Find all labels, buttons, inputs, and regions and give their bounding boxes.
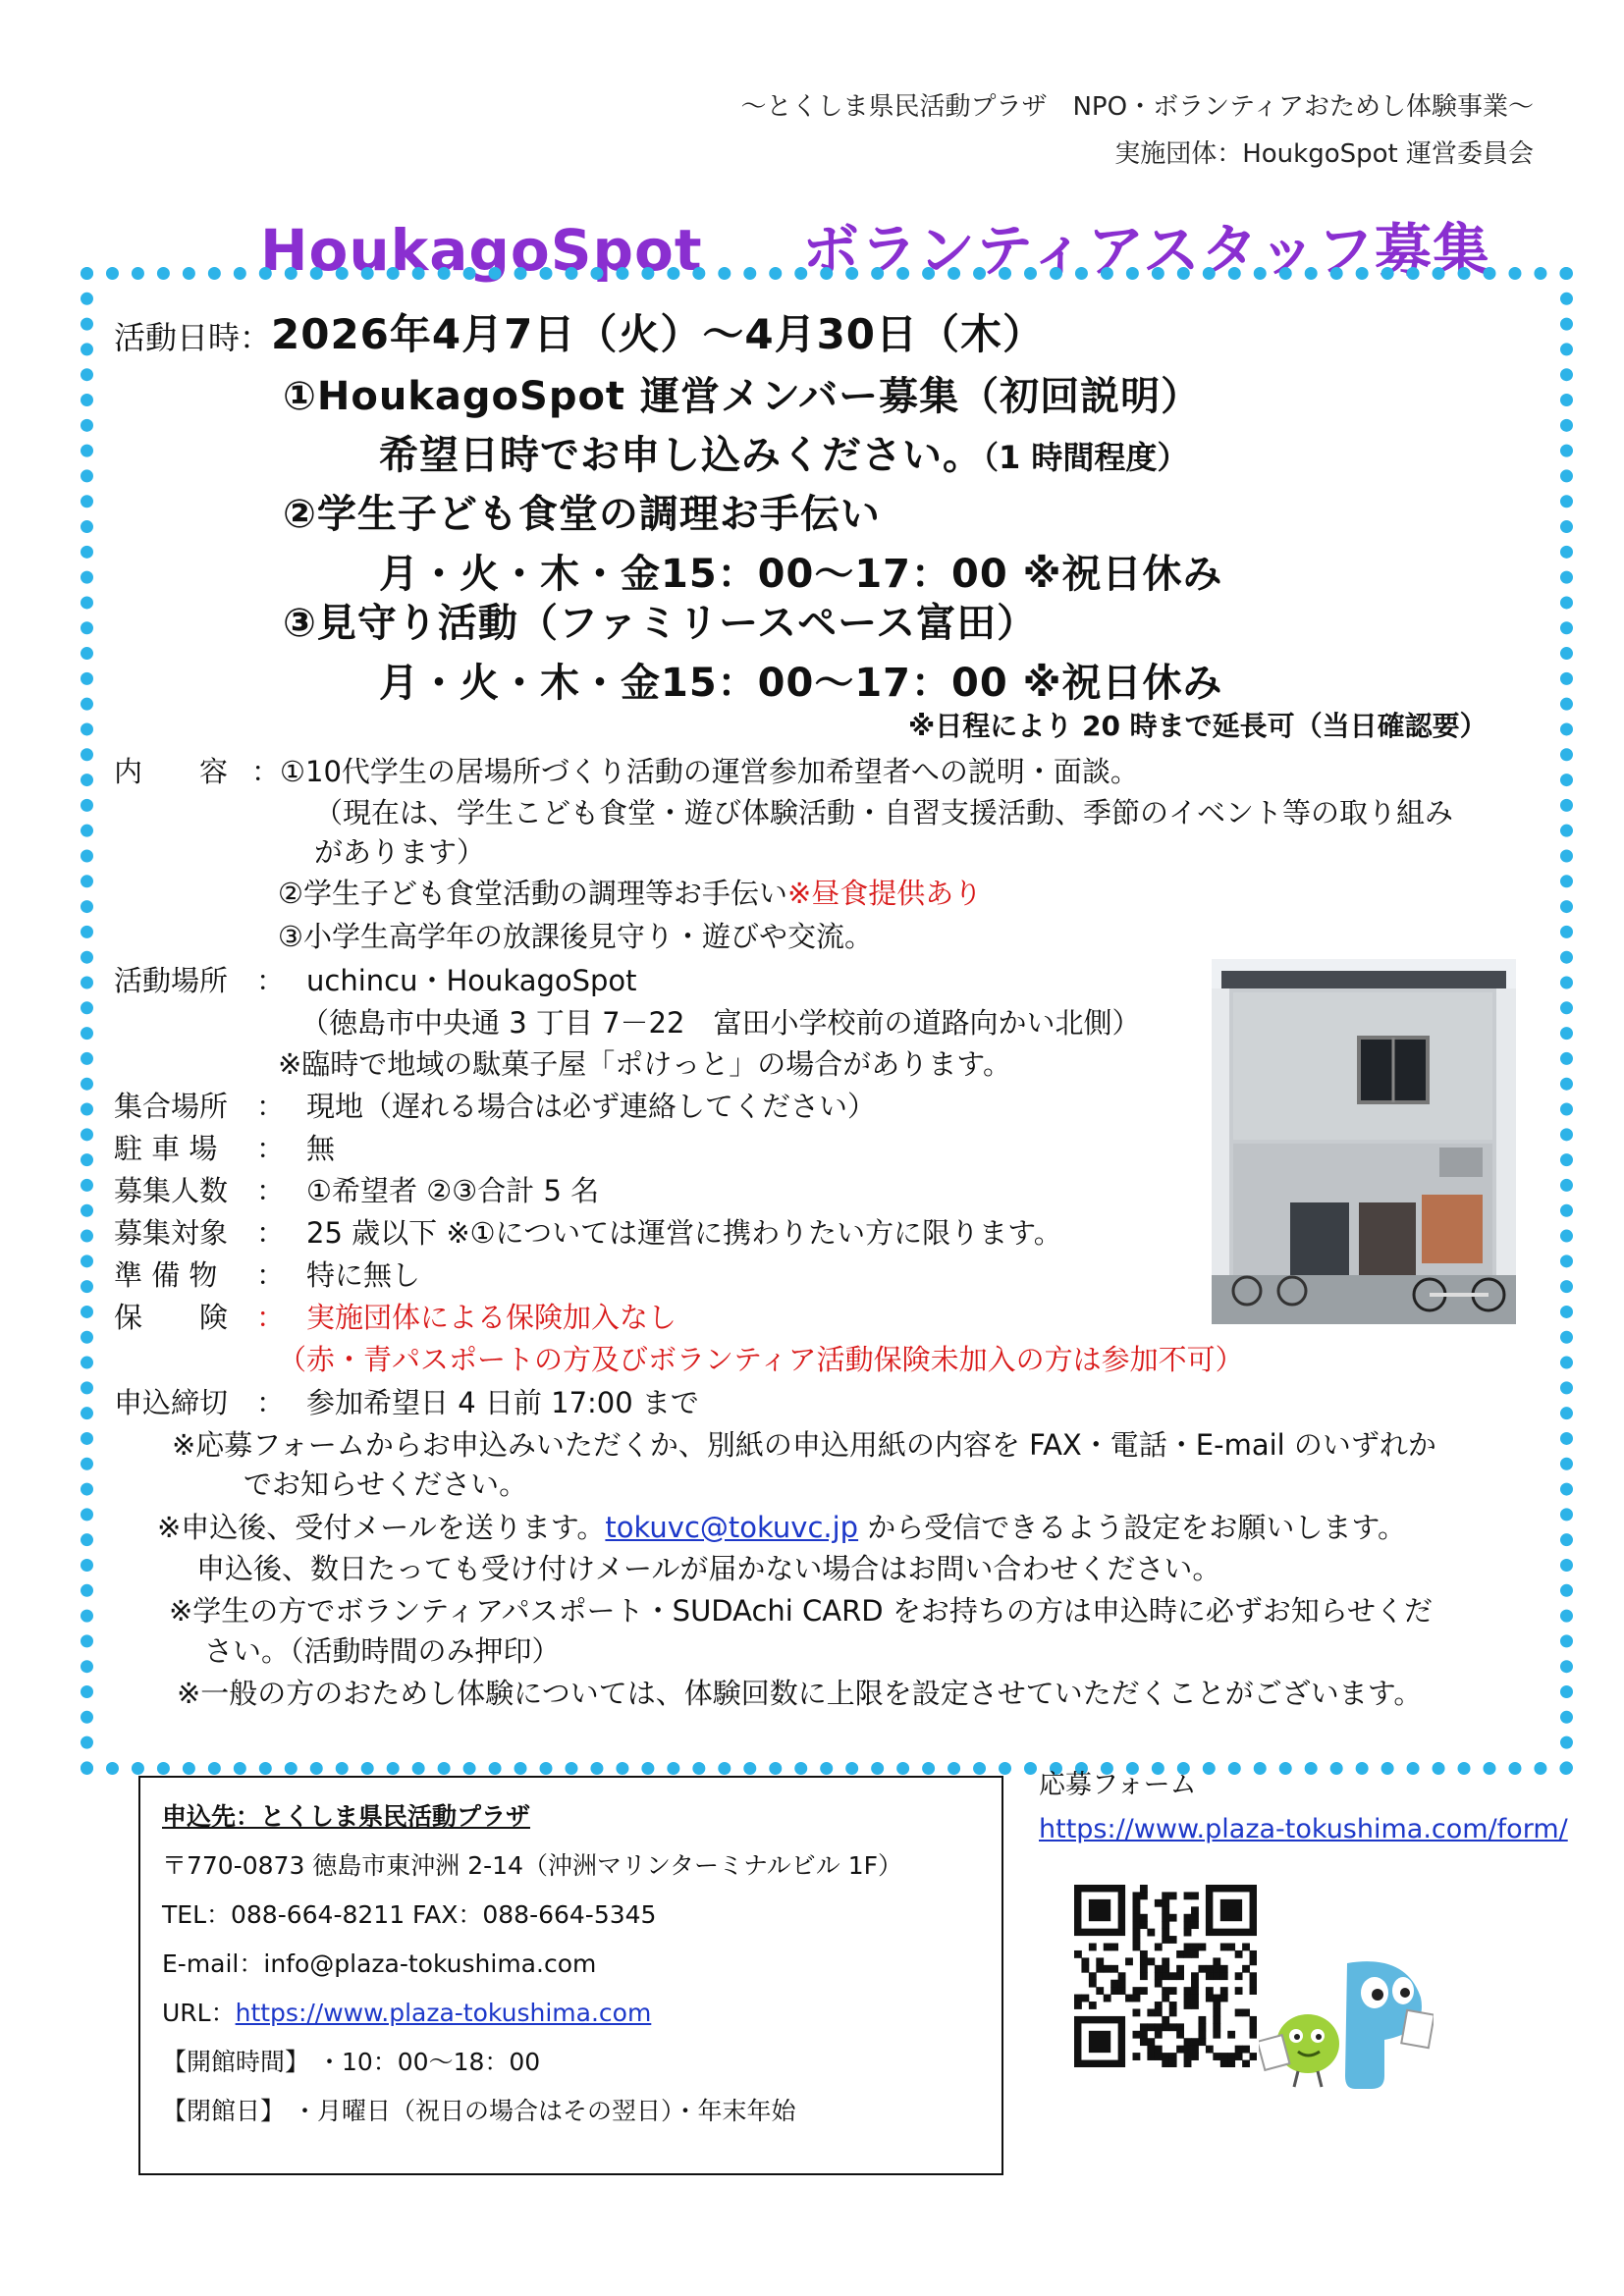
content-line-4 xyxy=(278,872,982,912)
schedule-row xyxy=(114,302,1045,361)
detail-label: 準 備 物 xyxy=(114,1258,218,1292)
insurance-note: （赤・青パスポートの方及びボランティア活動保険未加入の方は参加不可） xyxy=(278,1343,1244,1376)
note-confirm-mail-cont: 申込後、数日たっても受け付けメールが届かない場合はお問い合わせください。 xyxy=(196,1552,1221,1585)
schedule-date: 2026年4月7日（火）～4月30日（木） xyxy=(271,310,1046,358)
form-url-link[interactable]: https://www.plaza-tokushima.com/form/ xyxy=(1039,1814,1568,1844)
schedule-item-2: ②学生子ども食堂の調理お手伝い xyxy=(283,492,881,537)
content-line-4-text: ②学生子ども食堂活動の調理等お手伝い xyxy=(278,877,787,910)
detail-row xyxy=(114,1211,1062,1252)
schedule-item-3: ③見守り活動（ファミリースペース富田） xyxy=(283,601,1038,646)
page-title: HoukagoSpot ボランティアスタッフ募集 xyxy=(260,217,1491,284)
detail-sep: ： xyxy=(256,1216,286,1250)
detail-row xyxy=(114,1296,677,1336)
detail-sep: ： xyxy=(256,1132,286,1165)
contact-email: E-mail：info@plaza-tokushima.com xyxy=(162,1949,597,1978)
deadline-row xyxy=(114,1381,699,1421)
deadline-sep: ： xyxy=(256,1386,286,1419)
detail-sep: ： xyxy=(256,1258,286,1292)
detail-value: ①希望者 ②③合計 5 名 xyxy=(306,1174,600,1207)
contact-title: 申込先：とくしま県民活動プラザ xyxy=(162,1802,531,1831)
note-passport: ※学生の方でボランティアパスポート・SUDAchi CARD をお持ちの方は申込時に必ずお知らせくだ xyxy=(169,1594,1433,1628)
closed-days: 【閉館日】 ・月曜日（祝日の場合はその翌日）・年末年始 xyxy=(162,2097,796,2125)
detail-value: 無 xyxy=(306,1132,336,1165)
detail-row xyxy=(114,1254,420,1294)
mascot-illustration xyxy=(1259,1953,1434,2093)
form-label: 応募フォーム xyxy=(1039,1770,1197,1800)
place-label: 活動場所 xyxy=(114,964,229,997)
place-row xyxy=(114,959,637,999)
opening-hours: 【開館時間】 ・10：00～18：00 xyxy=(162,2048,541,2076)
content-row xyxy=(114,750,1139,790)
extension-note: ※日程により 20 時まで延長可（当日確認要） xyxy=(908,710,1488,742)
schedule-item-1: ①HoukagoSpot 運営メンバー募集（初回説明） xyxy=(283,374,1202,419)
organizer-tagline: ～とくしま県民活動プラザ NPO・ボランティアおためし体験事業～ xyxy=(740,92,1534,122)
note-confirm-mail-b: から受信できるよう設定をお願いします。 xyxy=(858,1511,1406,1544)
note-trial-limit: ※一般の方のおためし体験については、体験回数に上限を設定させていただくことがございます。 xyxy=(177,1677,1423,1710)
detail-label: 募集対象 xyxy=(114,1216,229,1250)
contact-url-label: URL： xyxy=(162,1999,236,2027)
qr-code[interactable] xyxy=(1074,1885,1257,2067)
detail-row xyxy=(114,1127,335,1167)
content-line-3: があります） xyxy=(314,835,486,869)
place-sep: ： xyxy=(256,964,286,997)
lunch-provided-note: ※昼食提供あり xyxy=(787,877,983,910)
schedule-label: 活動日時： xyxy=(114,319,272,356)
detail-label: 駐 車 場 xyxy=(114,1132,218,1165)
detail-value: 実施団体による保険加入なし xyxy=(306,1301,677,1334)
detail-value: 25 歳以下 ※①については運営に携わりたい方に限ります。 xyxy=(306,1216,1062,1250)
place-note: ※臨時で地域の駄菓子屋「ポけっと」の場合があります。 xyxy=(278,1047,1011,1081)
deadline-value: 参加希望日 4 日前 17:00 まで xyxy=(306,1386,699,1419)
place-address: （徳島市中央通 3 丁目 7－22 富田小学校前の道路向かい北側） xyxy=(300,1006,1141,1040)
deadline-label: 申込締切 xyxy=(114,1386,229,1419)
detail-sep: ： xyxy=(256,1090,286,1123)
contact-address: 〒770-0873 徳島市東沖洲 2-14（沖洲マリンターミナルビル 1F） xyxy=(162,1851,902,1880)
contact-url-link[interactable]: https://www.plaza-tokushima.com xyxy=(235,1999,652,2027)
content-label: 内 容 xyxy=(114,755,229,788)
place-value: uchincu・HoukagoSpot xyxy=(306,964,637,997)
schedule-item-1-sub-b: （1 時間程度） xyxy=(983,439,1189,476)
contact-tel-fax: TEL：088-664-8211 FAX：088-664-5345 xyxy=(162,1900,657,1929)
implementing-org: 実施団体：HoukgoSpot 運営委員会 xyxy=(1114,139,1534,169)
detail-sep: ： xyxy=(256,1174,286,1207)
note-apply-method-cont: でお知らせください。 xyxy=(244,1468,528,1501)
detail-label: 保 険 xyxy=(114,1301,229,1334)
schedule-item-1-sub-a: 希望日時でお申し込みください。 xyxy=(379,433,983,478)
detail-label: 集合場所 xyxy=(114,1090,229,1123)
detail-value: 特に無し xyxy=(306,1258,421,1292)
schedule-item-1-sub xyxy=(379,424,1188,480)
content-line-2: （現在は、学生こども食堂・遊び体験活動・自習支援活動、季節のイベント等の取り組み xyxy=(314,796,1454,829)
note-confirm-mail xyxy=(157,1506,1406,1546)
detail-row xyxy=(114,1085,876,1125)
note-confirm-mail-a: ※申込後、受付メールを送ります。 xyxy=(157,1511,606,1544)
building-photo xyxy=(1212,959,1516,1324)
contact-email-link[interactable]: tokuvc@tokuvc.jp xyxy=(605,1511,859,1544)
content-sep: ： xyxy=(251,755,281,788)
detail-label: 募集人数 xyxy=(114,1174,229,1207)
contact-url-row xyxy=(162,1994,651,2029)
note-apply-method: ※応募フォームからお申込みいただくか、別紙の申込用紙の内容を FAX・電話・E-mail のいずれか xyxy=(172,1428,1436,1462)
schedule-item-3-time: 月・火・木・金15：00～17：00 ※祝日休み xyxy=(379,661,1223,706)
schedule-item-2-time: 月・火・木・金15：00～17：00 ※祝日休み xyxy=(379,552,1223,597)
contact-box xyxy=(138,1776,1003,2175)
detail-row xyxy=(114,1169,599,1209)
content-line-1: ①10代学生の居場所づくり活動の運営参加希望者への説明・面談。 xyxy=(280,755,1139,788)
note-passport-cont: さい。（活動時間のみ押印） xyxy=(204,1634,561,1668)
content-line-5: ③小学生高学年の放課後見守り・遊びや交流。 xyxy=(278,920,873,953)
detail-sep: ： xyxy=(256,1301,286,1334)
detail-value: 現地（遅れる場合は必ず連絡してください） xyxy=(306,1090,877,1123)
